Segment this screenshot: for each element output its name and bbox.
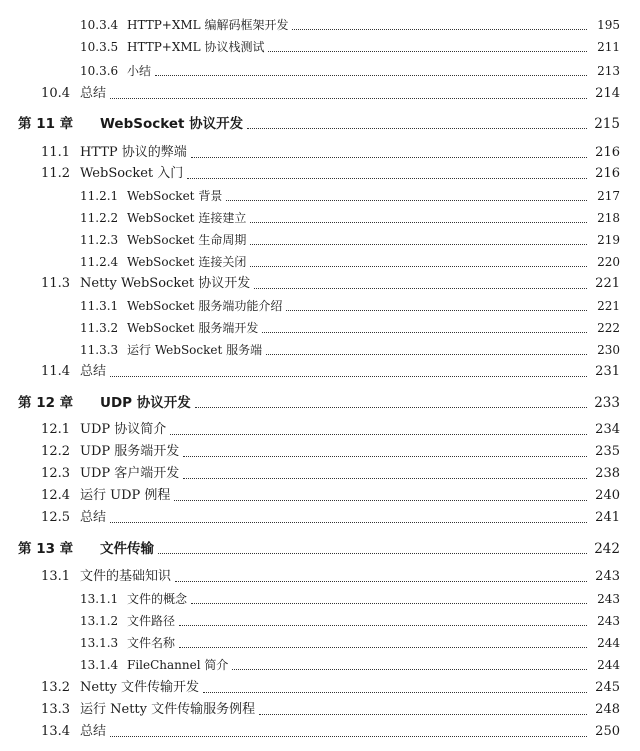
page-number: 243 bbox=[597, 614, 620, 628]
entry-title: WebSocket 入门 bbox=[80, 166, 184, 181]
page-number: 218 bbox=[597, 211, 620, 225]
page-number: 216 bbox=[595, 166, 620, 181]
entry-title: Netty WebSocket 协议开发 bbox=[80, 276, 251, 291]
toc-chapter-entry[interactable] bbox=[0, 538, 640, 560]
toc-sub-entry[interactable] bbox=[0, 295, 640, 317]
page-number: 220 bbox=[597, 255, 620, 269]
toc-chapter-entry[interactable] bbox=[0, 113, 640, 135]
page-number: 216 bbox=[595, 145, 620, 160]
entry-number: 10.4 bbox=[41, 86, 70, 101]
entry-title: 小结 bbox=[127, 64, 152, 78]
dot-leader bbox=[158, 553, 587, 554]
entry-number: 第 13 章 bbox=[18, 541, 74, 557]
dot-leader bbox=[250, 244, 587, 245]
entry-number: 13.1.4 bbox=[80, 658, 119, 672]
entry-number: 11.2.4 bbox=[80, 255, 119, 269]
page-number: 222 bbox=[597, 321, 620, 335]
entry-title: 总结 bbox=[80, 510, 107, 525]
entry-number: 12.5 bbox=[41, 510, 70, 525]
dot-leader bbox=[170, 434, 587, 435]
dot-leader bbox=[292, 29, 587, 30]
dot-leader bbox=[191, 157, 587, 158]
page-number: 250 bbox=[595, 724, 620, 739]
page-number: 244 bbox=[597, 658, 620, 672]
toc-sub-entry[interactable] bbox=[0, 60, 640, 82]
dot-leader bbox=[232, 669, 587, 670]
page-number: 235 bbox=[595, 444, 620, 459]
entry-number: 11.3 bbox=[41, 276, 70, 291]
dot-leader bbox=[110, 736, 587, 737]
entry-number: 12.1 bbox=[41, 422, 70, 437]
entry-title: 总结 bbox=[80, 86, 107, 101]
toc-sub-entry[interactable] bbox=[0, 654, 640, 676]
entry-number: 11.3.1 bbox=[80, 299, 119, 313]
entry-title: WebSocket 服务端功能介绍 bbox=[127, 299, 283, 313]
page-number: 214 bbox=[595, 86, 620, 101]
entry-number: 13.1.3 bbox=[80, 636, 119, 650]
page-number: 219 bbox=[597, 233, 620, 247]
toc-sub-entry[interactable] bbox=[0, 207, 640, 229]
entry-number: 13.1.2 bbox=[80, 614, 119, 628]
page-number: 248 bbox=[595, 702, 620, 717]
toc-sub-entry[interactable] bbox=[0, 610, 640, 632]
entry-title: UDP 协议简介 bbox=[80, 422, 167, 437]
entry-title: 文件的基础知识 bbox=[80, 569, 172, 584]
dot-leader bbox=[110, 98, 587, 99]
entry-title: HTTP+XML 协议栈测试 bbox=[127, 40, 265, 54]
toc-sub-entry[interactable] bbox=[0, 229, 640, 251]
page-number: 231 bbox=[595, 364, 620, 379]
page-number: 221 bbox=[595, 276, 620, 291]
dot-leader bbox=[191, 603, 587, 604]
entry-title: 运行 WebSocket 服务端 bbox=[127, 343, 263, 357]
dot-leader bbox=[183, 456, 587, 457]
toc-section-entry[interactable] bbox=[0, 361, 640, 383]
entry-number: 第 11 章 bbox=[18, 116, 74, 132]
toc-section-entry[interactable] bbox=[0, 142, 640, 164]
dot-leader bbox=[226, 200, 587, 201]
page-number: 245 bbox=[595, 680, 620, 695]
toc-section-entry[interactable] bbox=[0, 721, 640, 743]
toc-section-entry[interactable] bbox=[0, 419, 640, 441]
page-number: 240 bbox=[595, 488, 620, 503]
entry-number: 13.3 bbox=[41, 702, 70, 717]
page-number: 195 bbox=[597, 18, 620, 32]
entry-number: 12.4 bbox=[41, 488, 70, 503]
entry-title: UDP 服务端开发 bbox=[80, 444, 180, 459]
toc-chapter-entry[interactable] bbox=[0, 392, 640, 414]
toc-section-entry[interactable] bbox=[0, 83, 640, 105]
dot-leader bbox=[110, 522, 587, 523]
entry-title: 文件路径 bbox=[127, 614, 176, 628]
dot-leader bbox=[254, 288, 587, 289]
page-number: 221 bbox=[597, 299, 620, 313]
dot-leader bbox=[262, 332, 587, 333]
entry-number: 11.4 bbox=[41, 364, 70, 379]
toc-section-entry[interactable] bbox=[0, 485, 640, 507]
page-number: 215 bbox=[594, 116, 620, 132]
entry-title: FileChannel 简介 bbox=[127, 658, 229, 672]
toc-section-entry[interactable] bbox=[0, 273, 640, 295]
toc-sub-entry[interactable] bbox=[0, 317, 640, 339]
page-number: 241 bbox=[595, 510, 620, 525]
entry-number: 11.2.2 bbox=[80, 211, 119, 225]
entry-title: 文件的概念 bbox=[127, 592, 188, 606]
entry-title: 总结 bbox=[80, 364, 107, 379]
entry-title: WebSocket 生命周期 bbox=[127, 233, 247, 247]
entry-title: WebSocket 协议开发 bbox=[100, 116, 244, 132]
entry-number: 13.2 bbox=[41, 680, 70, 695]
dot-leader bbox=[195, 407, 587, 408]
dot-leader bbox=[183, 478, 587, 479]
dot-leader bbox=[268, 51, 587, 52]
entry-title: 运行 Netty 文件传输服务例程 bbox=[80, 702, 256, 717]
dot-leader bbox=[286, 310, 587, 311]
page-number: 242 bbox=[594, 541, 620, 557]
entry-title: UDP 客户端开发 bbox=[80, 466, 180, 481]
entry-number: 10.3.6 bbox=[80, 64, 119, 78]
entry-number: 13.1.1 bbox=[80, 592, 119, 606]
entry-title: 文件传输 bbox=[100, 541, 154, 557]
entry-number: 11.2 bbox=[41, 166, 70, 181]
dot-leader bbox=[155, 75, 587, 76]
dot-leader bbox=[179, 625, 587, 626]
toc-sub-entry[interactable] bbox=[0, 185, 640, 207]
entry-title: WebSocket 连接关闭 bbox=[127, 255, 247, 269]
dot-leader bbox=[247, 128, 587, 129]
entry-number: 13.4 bbox=[41, 724, 70, 739]
page-number: 243 bbox=[595, 569, 620, 584]
page-number: 234 bbox=[595, 422, 620, 437]
dot-leader bbox=[110, 376, 587, 377]
toc-section-entry[interactable] bbox=[0, 463, 640, 485]
dot-leader bbox=[187, 178, 587, 179]
dot-leader bbox=[250, 266, 587, 267]
toc-section-entry[interactable] bbox=[0, 677, 640, 699]
dot-leader bbox=[266, 354, 587, 355]
dot-leader bbox=[259, 714, 587, 715]
entry-number: 11.1 bbox=[41, 145, 70, 160]
entry-title: UDP 协议开发 bbox=[100, 395, 191, 411]
entry-title: WebSocket 服务端开发 bbox=[127, 321, 259, 335]
page-number: 230 bbox=[597, 343, 620, 357]
entry-title: WebSocket 背景 bbox=[127, 189, 223, 203]
toc-section-entry[interactable] bbox=[0, 163, 640, 185]
dot-leader bbox=[250, 222, 587, 223]
toc-sub-entry[interactable] bbox=[0, 36, 640, 58]
page-number: 238 bbox=[595, 466, 620, 481]
entry-title: Netty 文件传输开发 bbox=[80, 680, 199, 695]
toc-section-entry[interactable] bbox=[0, 507, 640, 529]
dot-leader bbox=[174, 500, 587, 501]
entry-number: 10.3.5 bbox=[80, 40, 119, 54]
toc-sub-entry[interactable] bbox=[0, 251, 640, 273]
dot-leader bbox=[175, 581, 587, 582]
page-number: 213 bbox=[597, 64, 620, 78]
entry-number: 11.3.3 bbox=[80, 343, 119, 357]
page-number: 243 bbox=[597, 592, 620, 606]
page-number: 211 bbox=[597, 40, 620, 54]
entry-number: 13.1 bbox=[41, 569, 70, 584]
dot-leader bbox=[179, 647, 587, 648]
entry-title: WebSocket 连接建立 bbox=[127, 211, 247, 225]
toc-section-entry[interactable] bbox=[0, 566, 640, 588]
entry-title: 文件名称 bbox=[127, 636, 176, 650]
entry-number: 11.2.3 bbox=[80, 233, 119, 247]
entry-title: HTTP 协议的弊端 bbox=[80, 145, 187, 160]
toc-sub-entry[interactable] bbox=[0, 14, 640, 36]
entry-number: 12.2 bbox=[41, 444, 70, 459]
page-number: 217 bbox=[597, 189, 620, 203]
entry-number: 10.3.4 bbox=[80, 18, 119, 32]
entry-number: 第 12 章 bbox=[18, 395, 74, 411]
toc-section-entry[interactable] bbox=[0, 441, 640, 463]
page-number: 244 bbox=[597, 636, 620, 650]
toc-sub-entry[interactable] bbox=[0, 339, 640, 361]
entry-title: 运行 UDP 例程 bbox=[80, 488, 171, 503]
page-number: 233 bbox=[594, 395, 620, 411]
entry-number: 11.2.1 bbox=[80, 189, 119, 203]
entry-number: 11.3.2 bbox=[80, 321, 119, 335]
entry-title: 总结 bbox=[80, 724, 107, 739]
entry-number: 12.3 bbox=[41, 466, 70, 481]
toc-sub-entry[interactable] bbox=[0, 632, 640, 654]
toc-section-entry[interactable] bbox=[0, 699, 640, 721]
dot-leader bbox=[203, 692, 587, 693]
toc-sub-entry[interactable] bbox=[0, 588, 640, 610]
entry-title: HTTP+XML 编解码框架开发 bbox=[127, 18, 289, 32]
